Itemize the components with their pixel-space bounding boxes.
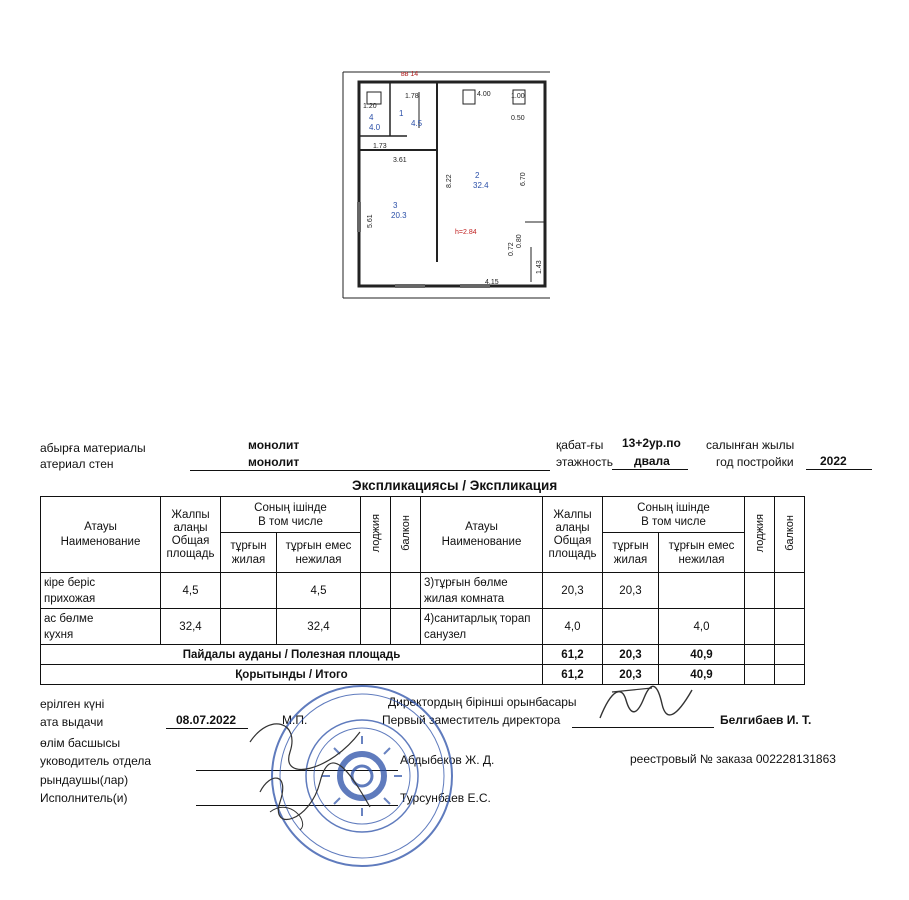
director-signature — [592, 678, 702, 728]
dim-label: 3.61 — [393, 157, 407, 164]
cell-total: 20,3 — [543, 573, 603, 609]
wall-material-ru: атериал стен — [40, 457, 114, 471]
useful-living: 20,3 — [603, 645, 659, 665]
col-header-loggia — [361, 497, 391, 573]
dim-label: 1.20 — [363, 103, 377, 110]
dim-label: 1.43 — [536, 260, 543, 274]
room-area: 4.5 — [411, 119, 423, 128]
useful-area-label: Пайдалы ауданы / Полезная площадь — [41, 645, 543, 665]
total-label: Қорытынды / Итого — [41, 665, 543, 685]
room-number: 3 — [393, 201, 398, 210]
grand-nonliving: 40,9 — [659, 665, 745, 685]
dim-label: 0.72 — [508, 242, 515, 256]
cell-loggia — [361, 573, 391, 609]
dim-label: 1.78 — [405, 93, 419, 100]
dim-label: 4.00 — [477, 91, 491, 98]
axis-label: вв 14 — [401, 71, 419, 78]
cell-loggia — [745, 645, 775, 665]
cell-balcony — [391, 609, 421, 645]
cell-balcony — [391, 573, 421, 609]
room-number: 1 — [399, 109, 404, 118]
director-title-kz: Директордың бірінші орынбасары — [388, 695, 577, 709]
cell-loggia — [745, 573, 775, 609]
cell-nonliving: 4,5 — [277, 573, 361, 609]
underline — [806, 469, 872, 470]
col-header-nonliving: тұрғын емес нежилая — [277, 533, 361, 573]
cell-loggia — [745, 609, 775, 645]
cell-loggia — [361, 609, 391, 645]
year-value: 2022 — [820, 454, 847, 468]
col-header-name: Атауы Наименование — [41, 497, 161, 573]
issued-kz: ерілген күні — [40, 697, 105, 711]
cell-living: 20,3 — [603, 573, 659, 609]
dept-head-kz: өлім басшысы — [40, 736, 121, 750]
dim-label: 1.73 — [373, 143, 387, 150]
floor-plan — [335, 62, 555, 304]
executor-kz: рындаушы(лар) — [40, 773, 129, 787]
balcony-label: балкон — [783, 515, 796, 551]
table-row — [41, 573, 805, 609]
dim-label: 5.61 — [367, 214, 374, 228]
useful-total: 61,2 — [543, 645, 603, 665]
cell-nonliving: 32,4 — [277, 609, 361, 645]
cell-loggia — [745, 665, 775, 685]
col-header-total: Жалпы алаңы Общая площадь — [543, 497, 603, 573]
room-name: 3)тұрғын бөлме жилая комната — [421, 573, 543, 609]
underline — [166, 728, 248, 729]
col-header-including: Соның ішінде В том числе — [603, 497, 745, 533]
ceiling-height: h=2.84 — [455, 229, 477, 236]
floors-ru: этажность — [556, 455, 613, 469]
issue-date: 08.07.2022 — [176, 713, 237, 727]
useful-area-row — [41, 645, 805, 665]
room-area: 32.4 — [473, 181, 489, 190]
loggia-label: лоджия — [369, 513, 382, 553]
room-number: 2 — [475, 171, 480, 180]
floors-value-1: 13+2ур.по — [622, 436, 681, 450]
underline — [612, 469, 688, 470]
col-header-nonliving: тұрғын емес нежилая — [659, 533, 745, 573]
col-header-balcony — [775, 497, 805, 573]
wall-value-2: монолит — [248, 455, 300, 469]
balcony-label: балкон — [399, 515, 412, 551]
col-header-living: тұрғын жилая — [221, 533, 277, 573]
director-name: Белгибаев И. Т. — [720, 713, 812, 727]
dim-label: 8.22 — [446, 174, 453, 188]
cell-balcony — [775, 609, 805, 645]
col-header-living: тұрғын жилая — [603, 533, 659, 573]
table-row — [41, 609, 805, 645]
cell-balcony — [775, 665, 805, 685]
room-name: ас бөлме кухня — [41, 609, 161, 645]
dim-label: 1.00 — [511, 93, 525, 100]
loggia-label: лоджия — [753, 513, 766, 553]
year-kz: салынған жылы — [706, 438, 795, 452]
table-title: Экспликациясы / Экспликация — [352, 478, 558, 493]
dim-label: 0.80 — [516, 234, 523, 248]
useful-nonliving: 40,9 — [659, 645, 745, 665]
cell-living — [221, 573, 277, 609]
floors-kz: қабат-ғы — [556, 438, 604, 452]
grand-living: 20,3 — [603, 665, 659, 685]
room-area: 20.3 — [391, 211, 407, 220]
dim-label: 4.15 — [485, 279, 499, 286]
dept-head-name: Абдыбеков Ж. Д. — [400, 753, 495, 767]
year-ru: год постройки — [716, 455, 794, 469]
dept-head-ru: уководитель отдела — [40, 754, 152, 768]
cell-nonliving: 4,0 — [659, 609, 745, 645]
director-title-ru: Первый заместитель директора — [382, 713, 561, 727]
wall-value-1: монолит — [248, 438, 300, 452]
cell-living — [221, 609, 277, 645]
col-header-balcony — [391, 497, 421, 573]
stamp-place-label: М.П. — [282, 713, 308, 727]
dim-label: 0.50 — [511, 115, 525, 122]
col-header-loggia — [745, 497, 775, 573]
cell-balcony — [775, 573, 805, 609]
underline — [190, 470, 550, 471]
executor-ru: Исполнитель(и) — [40, 791, 128, 805]
dim-label: 6.70 — [520, 172, 527, 186]
cell-total: 4,5 — [161, 573, 221, 609]
cell-living — [603, 609, 659, 645]
cell-total: 32,4 — [161, 609, 221, 645]
executor-name: Турсунбаев Е.С. — [400, 791, 491, 805]
room-area: 4.0 — [369, 123, 381, 132]
floors-value-2: двала — [634, 454, 670, 468]
room-number: 4 — [369, 113, 374, 122]
wall-material-kz: абырға материалы — [40, 441, 146, 455]
col-header-including: Соның ішінде В том числе — [221, 497, 361, 533]
cell-nonliving — [659, 573, 745, 609]
explication-table — [40, 496, 805, 685]
col-header-name: Атауы Наименование — [421, 497, 543, 573]
col-header-total: Жалпы алаңы Общая площадь — [161, 497, 221, 573]
registry-number: реестровый № заказа 002228131863 — [630, 752, 836, 766]
cell-balcony — [775, 645, 805, 665]
cell-total: 4,0 — [543, 609, 603, 645]
grand-total: 61,2 — [543, 665, 603, 685]
room-name: кіре беріс прихожая — [41, 573, 161, 609]
room-name: 4)санитарлық торап санузел — [421, 609, 543, 645]
handwritten-signatures — [240, 712, 400, 832]
issued-ru: ата выдачи — [40, 715, 104, 729]
